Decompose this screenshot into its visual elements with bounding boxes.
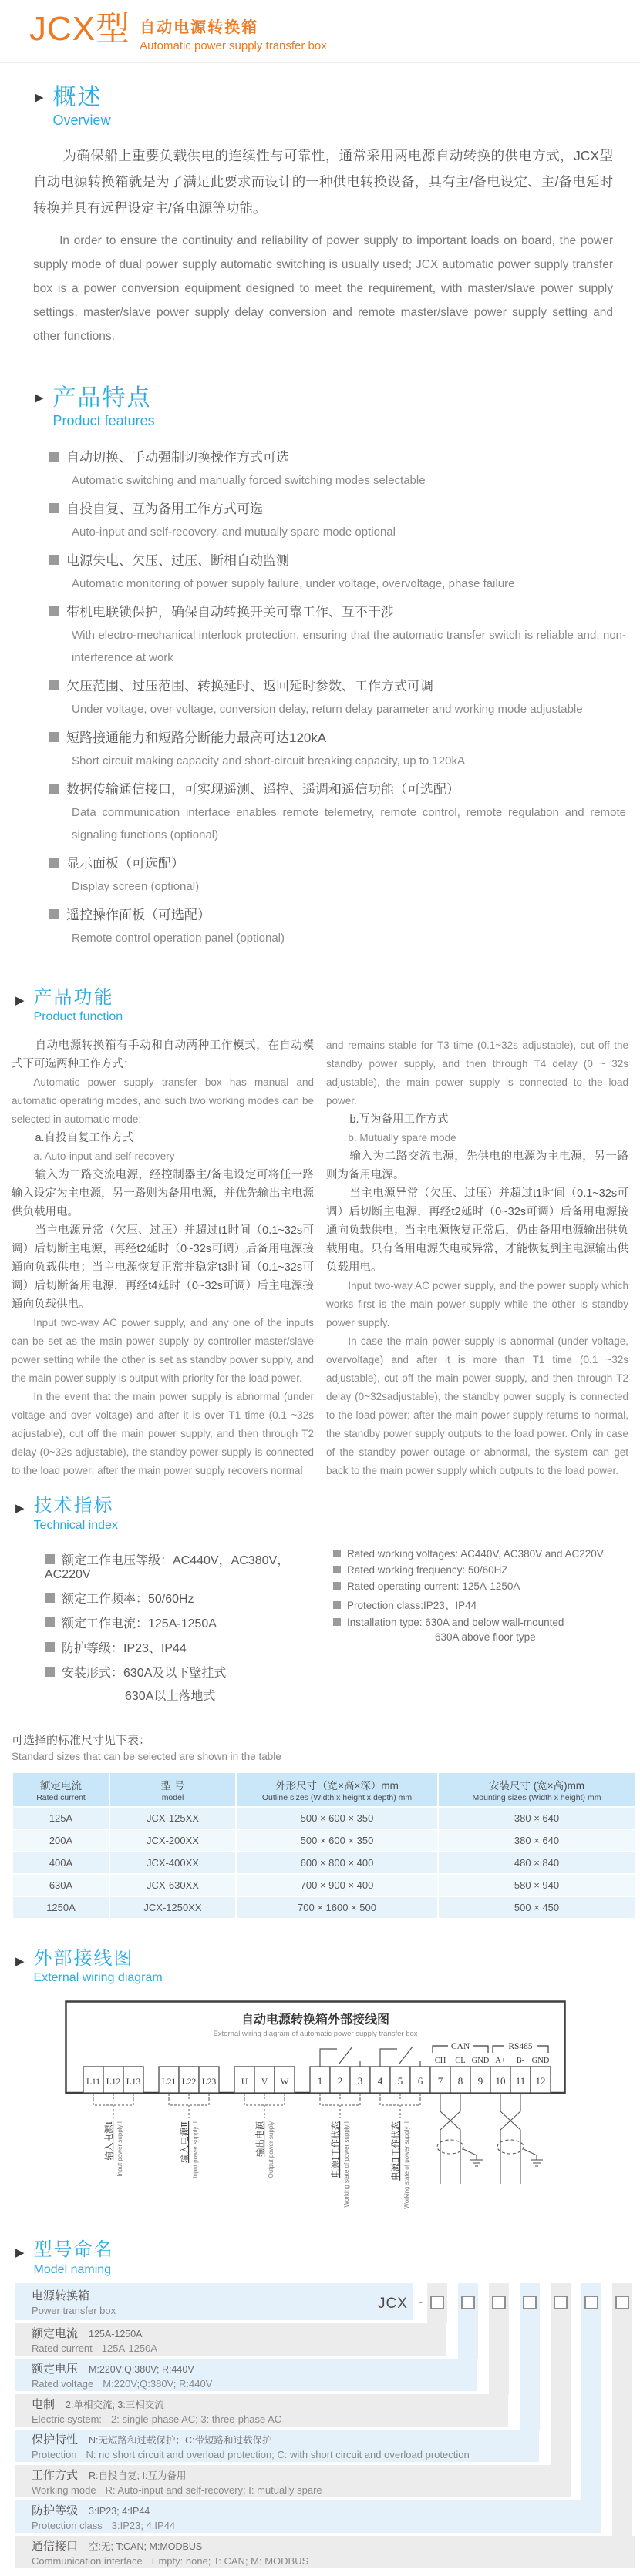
- spec-text: Installation type: 630A and below wall-mounted: [347, 1616, 564, 1628]
- naming-row: [15, 2323, 446, 2356]
- table-cell: JCX-400XX: [110, 1852, 235, 1873]
- triangle-icon: ▶: [35, 391, 44, 405]
- naming-label-en: Electric system:: [32, 2413, 103, 2425]
- technical-heading-en: Technical index: [33, 1518, 118, 1532]
- function-heading-en: Product function: [33, 1010, 123, 1024]
- function-paragraph: Input two-way AC power supply, and the power supply which works first is the main power supply while the other is standby power supply.: [326, 1280, 628, 1329]
- naming-label-en: Working mode: [32, 2484, 96, 2496]
- product-title-en: Automatic power supply transfer box: [140, 39, 327, 52]
- square-bullet-icon: [49, 452, 59, 462]
- function-heading: [15, 988, 640, 1024]
- overview-paragraph-cn: 为确保船上重要负载供电的连续性与可靠性，通常采用两电源自动转换的供电方式，JCX型自动电源转换箱就是为了满足此要求而设计的一种供电转换设备，具有主/备电设定、主/备电延时转换并具有远程设定主/备电源等功能。: [33, 148, 613, 216]
- wiring-heading-en: External wiring diagram: [33, 1971, 163, 1985]
- spec-text: 额定工作频率：50/60Hz: [62, 1592, 194, 1606]
- naming-label-cn: 通信接口: [32, 2539, 79, 2553]
- table-cell: 200A: [13, 1830, 109, 1851]
- naming-desc-cn: R:自投自复; I:互为备用: [89, 2470, 187, 2481]
- feature-item: [49, 675, 626, 720]
- wiring-group-label-en: Working state of power supply I: [343, 2121, 350, 2208]
- features-heading: [35, 385, 640, 429]
- feature-cn: 自投自复、互为备用工作方式可选: [66, 502, 263, 516]
- naming-label-en: Protection: [32, 2448, 77, 2460]
- feature-cn: 自动切换、手动强制切换操作方式可选: [66, 450, 289, 465]
- wiring-diagram-container: [65, 2000, 640, 2235]
- feature-item: [49, 778, 626, 846]
- naming-label-cn: 工作方式: [32, 2468, 79, 2482]
- feature-en: Remote control operation panel (optional): [72, 932, 285, 945]
- naming-label-en: Rated voltage: [32, 2377, 94, 2390]
- terminal-label: 8: [457, 2075, 463, 2087]
- connector-bracket: [244, 2099, 285, 2105]
- technical-heading: [15, 1496, 640, 1532]
- section-overview: [0, 85, 640, 348]
- naming-label-cn: 额定电压: [32, 2362, 79, 2376]
- wiring-group-label-en: Output power supply: [268, 2121, 275, 2178]
- feature-item: [49, 498, 626, 543]
- feature-cn: 电源失电、欠压、过压、断相自动监测: [66, 553, 289, 568]
- feature-en: Automatic monitoring of power supply failure, under voltage, overvoltage, phase failure: [72, 577, 515, 590]
- pin-label: CL: [455, 2057, 466, 2066]
- spec-text: 额定工作电流：125A-1250A: [62, 1617, 217, 1631]
- wiring-group-label-cn: 输入电源Ⅰ: [105, 2121, 114, 2161]
- naming-desc-en: Empty: none; T: CAN; M: MODBUS: [151, 2554, 309, 2567]
- wiring-diagram: [65, 2000, 574, 2232]
- table-cell: 500 × 450: [439, 1897, 635, 1918]
- terminal-label: V: [261, 2077, 268, 2087]
- naming-desc-en: 3:IP23; 4:IP44: [111, 2519, 176, 2531]
- sizes-table: [12, 1772, 636, 1919]
- feature-en: Auto-input and self-recovery, and mutually spare mode optional: [72, 526, 396, 539]
- table-header-cell: 安装尺寸 (宽×高)mm Mounting sizes (Width x height) mm: [439, 1773, 635, 1806]
- function-paragraph: a.自投自复工作方式: [35, 1132, 134, 1145]
- naming-row: [15, 2359, 477, 2391]
- feature-en: Under voltage, over voltage, conversion delay, return delay parameter and working mode adjustable: [72, 703, 583, 716]
- terminal-label: 10: [495, 2075, 506, 2087]
- rs485-bracket: [493, 2046, 504, 2053]
- section-model-naming: [0, 2240, 640, 2575]
- spec-item: [333, 1617, 629, 1628]
- square-bullet-icon: [45, 1667, 55, 1677]
- wiring-box-title-en: External wiring diagram of automatic power supply transfer box: [213, 2030, 418, 2039]
- wiring-group-label-cn: 电源Ⅰ工作状态: [332, 2121, 341, 2178]
- feature-en: Display screen (optional): [72, 880, 200, 893]
- product-model: JCX型: [29, 10, 131, 48]
- table-row: [13, 1852, 635, 1873]
- table-row: [13, 1830, 635, 1851]
- spec-item: [45, 1614, 319, 1631]
- function-paragraph: In the event that the main power supply is abnormal (under voltage and over voltage) and after it is over T1 time (0.1 ~32s adjustable), cut off the main power supply, and then through T2 delay (0~32s adjustable), the standby power supply is connected to the load power; after the main power supply recovers normal: [12, 1391, 314, 1477]
- product-title-block: [140, 12, 327, 52]
- terminal-label: 12: [535, 2075, 546, 2087]
- square-bullet-icon: [333, 1550, 341, 1557]
- function-paragraph: a. Auto-input and self-recovery: [33, 1150, 175, 1163]
- spec-item: [45, 1589, 319, 1607]
- square-bullet-icon: [333, 1601, 341, 1609]
- feature-en: Data communication interface enables remote telemetry, remote control, remote regulation and remote signaling functions (optional): [72, 806, 626, 841]
- function-columns: [12, 1036, 628, 1480]
- wiring-group-label-en: Working state of power supply II: [403, 2121, 410, 2209]
- table-cell: JCX-1250XX: [110, 1897, 235, 1918]
- function-paragraph: b.互为备用工作方式: [349, 1113, 449, 1127]
- terminal-label: 9: [477, 2075, 483, 2087]
- twisted-pair-icon: [497, 2093, 543, 2184]
- table-cell: 580 × 940: [439, 1875, 635, 1896]
- overview-heading: [35, 85, 640, 129]
- connector-bracket: [93, 2099, 133, 2105]
- features-list: [49, 446, 626, 949]
- switch-icon: [339, 2047, 352, 2064]
- spec-text: Rated operating current: 125A-1250A: [347, 1580, 520, 1592]
- model-code-box: [523, 2296, 537, 2309]
- technical-left-column: [45, 1543, 319, 1704]
- twisted-pair-icon: [437, 2093, 483, 2184]
- naming-row: [15, 2394, 508, 2427]
- naming-label-cn: 额定电流: [32, 2326, 79, 2340]
- function-paragraph: 输入为二路交流电源，先供电的电源为主电源，另一路则为备用电源。: [326, 1150, 628, 1182]
- table-cell: 630A: [13, 1875, 109, 1896]
- can-label: CAN: [450, 2042, 470, 2052]
- triangle-icon: ▶: [15, 994, 25, 1007]
- table-header-cell: 外形尺寸（宽×高×深）mm Outline sizes (Width x height x depth) mm: [237, 1773, 437, 1806]
- model-code-box: [492, 2296, 506, 2309]
- square-bullet-icon: [49, 606, 59, 616]
- can-bracket: [473, 2046, 488, 2053]
- naming-label-cn: 保护特性: [32, 2433, 79, 2447]
- terminal-label: 7: [437, 2075, 443, 2087]
- model-code-box: [554, 2296, 568, 2309]
- square-bullet-icon: [45, 1642, 55, 1652]
- square-bullet-icon: [49, 555, 59, 565]
- feature-item: [49, 852, 626, 898]
- square-bullet-icon: [49, 503, 59, 513]
- naming-desc-en: N: no short circuit and overload protection; C: with short circuit and overload protection: [86, 2448, 470, 2460]
- spec-text: Protection class:IP23、IP44: [347, 1599, 477, 1611]
- naming-row: [15, 2465, 571, 2497]
- overview-heading-cn: 概述: [52, 85, 103, 110]
- features-heading-en: Product features: [52, 413, 155, 428]
- feature-cn: 遥控操作面板（可选配）: [66, 908, 211, 922]
- terminal-label: 3: [357, 2075, 363, 2087]
- naming-desc-cn: N:无短路和过载保护；C:带短路和过载保护: [89, 2434, 272, 2446]
- square-bullet-icon: [49, 784, 59, 794]
- terminal-label: L12: [106, 2077, 121, 2087]
- terminal-label: 6: [417, 2075, 423, 2087]
- terminal-label: U: [241, 2077, 248, 2087]
- function-paragraph: Automatic power supply transfer box has manual and automatic operating modes, and such two working modes can be selected in automatic mode:: [12, 1076, 314, 1126]
- connector-bracket: [380, 2099, 420, 2105]
- overview-paragraph-en: In order to ensure the continuity and reliability of power supply to important loads on board, the power supply mode of dual power supply automatic switching is usually used; JCX automatic power supply transfer box is a power conversion equipment designed to meet the requirement, with master/slave power supply settings, master/slave power supply delay conversion and remote master/slave power supply setting and other functions.: [33, 234, 613, 343]
- naming-label-en: Rated current: [32, 2342, 93, 2354]
- model-code-box: [615, 2296, 629, 2309]
- model-naming-diagram: [0, 2283, 640, 2576]
- product-title-cn: 自动电源转换箱: [140, 19, 259, 36]
- square-bullet-icon: [45, 1617, 55, 1627]
- naming-label-cn: 电源转换箱: [32, 2289, 90, 2302]
- naming-desc-cn: 空:无; T:CAN; M:MODBUS: [89, 2541, 203, 2552]
- terminal-label: L23: [201, 2077, 217, 2087]
- spec-text: 安装形式：630A及以下壁挂式: [62, 1666, 227, 1680]
- section-sizes: [0, 1731, 640, 1919]
- switch-icon: [380, 2049, 397, 2067]
- naming-label-en: Communication interface: [32, 2554, 143, 2567]
- technical-columns: [0, 1543, 640, 1704]
- feature-en: Automatic switching and manually forced switching modes selectable: [72, 474, 426, 487]
- wiring-group-label-en: Input power supply II: [192, 2121, 199, 2178]
- square-bullet-icon: [333, 1566, 341, 1573]
- spec-item: [45, 1638, 319, 1656]
- table-cell: 600 × 800 × 400: [237, 1852, 437, 1873]
- table-cell: 480 × 840: [439, 1852, 635, 1873]
- terminal-label: L13: [126, 2077, 141, 2087]
- naming-column-strip: [458, 2283, 478, 2359]
- triangle-icon: ▶: [15, 2246, 25, 2260]
- technical-heading-cn: 技术指标: [33, 1495, 114, 1516]
- section-wiring: [0, 1949, 640, 2235]
- function-paragraph: b. Mutually spare mode: [348, 1132, 456, 1144]
- feature-cn: 显示面板（可选配）: [66, 856, 184, 871]
- square-bullet-icon: [49, 909, 59, 919]
- feature-item: [49, 601, 626, 669]
- can-bracket: [433, 2046, 448, 2053]
- terminal-label: W: [280, 2077, 289, 2087]
- model-code-box: [461, 2296, 475, 2309]
- wiring-group-label-cn: 输出电源: [256, 2121, 265, 2158]
- feature-en: With electro-mechanical interlock protection, ensuring that the automatic transfer switch is reliable and, non-interference at work: [72, 629, 626, 664]
- table-cell: 700 × 900 × 400: [237, 1875, 437, 1896]
- wiring-box-title-cn: 自动电源转换箱外部接线图: [241, 2013, 390, 2027]
- technical-right-column: [333, 1543, 629, 1704]
- page-header: [0, 0, 640, 52]
- square-bullet-icon: [333, 1582, 341, 1590]
- connector-bracket: [320, 2099, 360, 2105]
- table-cell: JCX-200XX: [110, 1830, 235, 1851]
- table-row: [13, 1875, 635, 1896]
- table-row: [13, 1808, 635, 1829]
- naming-row: [15, 2536, 635, 2568]
- naming-desc-cn: 125A-1250A: [89, 2328, 143, 2339]
- model-code-box: [430, 2296, 444, 2309]
- section-technical-index: [0, 1496, 640, 1703]
- spec-text: 防护等级：IP23、IP44: [62, 1641, 187, 1655]
- feature-item: [49, 549, 626, 595]
- table-cell: 500 × 600 × 350: [237, 1808, 437, 1829]
- terminal-label: L11: [86, 2077, 101, 2087]
- spec-text: 额定工作电压等级：AC440V，AC380V，AC220V: [45, 1553, 290, 1581]
- function-paragraph: In case the main power supply is abnormal (under voltage, overvoltage) and after it is more than T1 time (0.1 ~32s adjustable), cut off the main power supply, and then through T2 delay (0~32sadjustable), the standby power supply is connected to the load power; after the main power supply returns to normal, the standby power supply outputs to the load power. Only in case of the standby power outage or abnormal, the system can get back to the main power supply which outputs to the load power.: [326, 1335, 628, 1477]
- table-header-cell: 额定电流 Rated current: [13, 1773, 109, 1806]
- terminal-label: 4: [377, 2075, 383, 2087]
- header-divider: [0, 62, 640, 63]
- naming-desc-en: R: Auto-input and self-recovery; I: mutually spare: [105, 2484, 322, 2496]
- switch-icon: [399, 2047, 413, 2064]
- naming-heading-en: Model naming: [33, 2262, 112, 2276]
- table-header-row: [13, 1773, 635, 1806]
- feature-cn: 欠压范围、过压范围、转换延时、返回延时参数、工作方式可调: [66, 679, 433, 694]
- function-paragraph: 自动电源转换箱有手动和自动两种工作模式，在自动模式下可选两种工作方式：: [12, 1039, 314, 1071]
- spec-item: [45, 1663, 319, 1681]
- feature-cn: 带机电联锁保护，确保自动转换开关可靠工作、互不干涉: [66, 605, 394, 620]
- spec-item: [333, 1548, 629, 1560]
- pin-label: CH: [434, 2057, 446, 2066]
- pin-label: GND: [531, 2057, 550, 2066]
- naming-label-en: Power transfer box: [32, 2304, 116, 2316]
- pin-label: GND: [471, 2057, 490, 2066]
- spec-continuation: 630A以上落地式: [125, 1689, 216, 1703]
- wiring-group-label-cn: 输入电源Ⅱ: [180, 2121, 190, 2163]
- model-dash: -: [418, 2293, 423, 2310]
- triangle-icon: ▶: [35, 91, 44, 104]
- model-code-box: [584, 2296, 598, 2309]
- square-bullet-icon: [45, 1593, 55, 1603]
- function-paragraph: 当主电源异常（欠压、过压）并超过t1时间（0.1~32s可调）后切断主电源，再经t2延时（0~32s可调）后备用电源接通向负载供电；当主电源恢复正常并稳定t3时间（0.1~32s可调）后切断备用电源，再经t4延时（0~32s可调）后主电源接通向负载供电。: [12, 1224, 314, 1312]
- function-right-column: [326, 1036, 628, 1480]
- spec-item: [45, 1550, 319, 1582]
- feature-cn: 数据传输通信接口，可实现遥测、遥控、遥调和遥信功能（可选配）: [66, 782, 460, 797]
- terminal-label: 11: [515, 2075, 526, 2087]
- naming-desc-cn: 3:IP23; 4:IP44: [89, 2505, 150, 2517]
- feature-cn: 短路接通能力和短路分断能力最高可达120kA: [66, 730, 327, 745]
- feature-en: Short circuit making capacity and short-circuit breaking capacity, up to 120kA: [72, 754, 465, 767]
- table-cell: 1250A: [13, 1897, 109, 1918]
- wiring-heading-cn: 外部接线图: [33, 1947, 134, 1969]
- terminal-label: L22: [181, 2077, 197, 2087]
- sizes-note-cn: 可选择的标准尺寸见下表：: [12, 1733, 151, 1747]
- spec-item: [333, 1564, 629, 1576]
- function-paragraph: and remains stable for T3 time (0.1~32s adjustable), cut off the standby power supply, and then through T4 delay (0 ~ 32s adjustable), the main power supply is connected to the load power.: [326, 1039, 628, 1107]
- function-paragraph: Input two-way AC power supply, and any one of the inputs can be set as the main power supply by controller master/slave power setting while the other is set as standby power supply, and the main power supply is output with priority for the load power.: [12, 1317, 314, 1385]
- terminal-label: L21: [161, 2077, 177, 2087]
- overview-heading-en: Overview: [52, 113, 111, 128]
- table-cell: 400A: [13, 1852, 109, 1873]
- function-heading-cn: 产品功能: [33, 987, 114, 1008]
- naming-row: [15, 2500, 601, 2533]
- function-paragraph: 当主电源异常（欠压、过压）并超过t1时间（0.1~32s可调）后切断主电源，再经t2延时（0~32s可调）后备用电源接通向负载供电；当主电源恢复正常后，仍由备用电源输出供负载用电。只有备用电源失电或异常，才能恢复到主电源输出供负载用电。: [326, 1187, 628, 1275]
- table-cell: 700 × 1600 × 500: [237, 1897, 437, 1918]
- connector-bracket: [169, 2099, 209, 2105]
- model-prefix: JCX: [378, 2295, 408, 2312]
- table-cell: 380 × 640: [439, 1808, 635, 1829]
- feature-item: [49, 446, 626, 492]
- naming-desc-cn: M:220V;Q:380V; R:440V: [89, 2363, 194, 2375]
- feature-item: [49, 904, 626, 949]
- table-cell: JCX-630XX: [110, 1875, 235, 1896]
- naming-heading: [15, 2240, 640, 2276]
- spec-continuation: 630A above floor type: [435, 1631, 536, 1643]
- naming-column-strip: [612, 2283, 632, 2536]
- features-heading-cn: 产品特点: [52, 385, 152, 411]
- wiring-group-label-en: Input power supply I: [116, 2121, 123, 2177]
- section-function: [0, 988, 640, 1480]
- table-row: [13, 1897, 635, 1918]
- wiring-heading: [15, 1949, 640, 1985]
- table-cell: JCX-125XX: [110, 1808, 235, 1829]
- table-header-cell: 型 号 model: [110, 1773, 235, 1806]
- rs485-bracket: [537, 2046, 548, 2053]
- naming-label-cn: 电制: [32, 2397, 56, 2411]
- pin-label: A+: [495, 2057, 506, 2066]
- naming-row: [15, 2283, 413, 2320]
- triangle-icon: ▶: [15, 1954, 25, 1968]
- square-bullet-icon: [333, 1618, 341, 1626]
- naming-row: [15, 2430, 539, 2462]
- table-cell: 380 × 640: [439, 1830, 635, 1851]
- naming-desc-en: 125A-1250A: [101, 2342, 158, 2354]
- wiring-group-label-cn: 电源Ⅱ工作状态: [392, 2121, 401, 2181]
- terminal-label: 2: [337, 2075, 343, 2087]
- table-cell: 500 × 600 × 350: [237, 1830, 437, 1851]
- naming-label-cn: 防护等级: [32, 2504, 79, 2517]
- spec-item: [333, 1597, 629, 1612]
- terminal-label: 5: [397, 2075, 403, 2087]
- switch-icon: [320, 2049, 337, 2067]
- spec-item: [333, 1580, 629, 1592]
- rs485-label: RS485: [508, 2042, 533, 2052]
- square-bullet-icon: [49, 680, 59, 690]
- naming-column-strip: [551, 2283, 571, 2465]
- table-cell: 125A: [13, 1808, 109, 1829]
- square-bullet-icon: [49, 732, 59, 742]
- feature-item: [49, 727, 626, 772]
- function-left-column: [12, 1036, 314, 1480]
- terminal-label: 1: [317, 2075, 323, 2087]
- sizes-note-en: Standard sizes that can be selected are shown in the table: [12, 1750, 281, 1762]
- naming-desc-en: 2: single-phase AC; 3: three-phase AC: [111, 2413, 282, 2425]
- naming-label-en: Protection class: [32, 2519, 103, 2531]
- naming-column-strip: [581, 2283, 601, 2500]
- function-paragraph: 输入为二路交流电源，经控制器主/备电设定可将任一路输入设定为主电源，另一路则为备用电源，并优先输出主电源供负载用电。: [12, 1169, 314, 1219]
- spec-text: Rated working frequency: 50/60HZ: [347, 1563, 508, 1576]
- square-bullet-icon: [45, 1554, 55, 1564]
- triangle-icon: ▶: [15, 1502, 25, 1516]
- section-features: [0, 385, 640, 949]
- square-bullet-icon: [49, 858, 59, 868]
- naming-desc-cn: 2:单相交流; 3:三相交流: [66, 2399, 164, 2410]
- pin-label: B-: [516, 2057, 525, 2066]
- spec-text: Rated working voltages: AC440V, AC380V and AC220V: [347, 1547, 604, 1560]
- naming-desc-en: M:220V;Q:380V; R:440V: [103, 2377, 213, 2390]
- naming-heading-cn: 型号命名: [33, 2239, 114, 2261]
